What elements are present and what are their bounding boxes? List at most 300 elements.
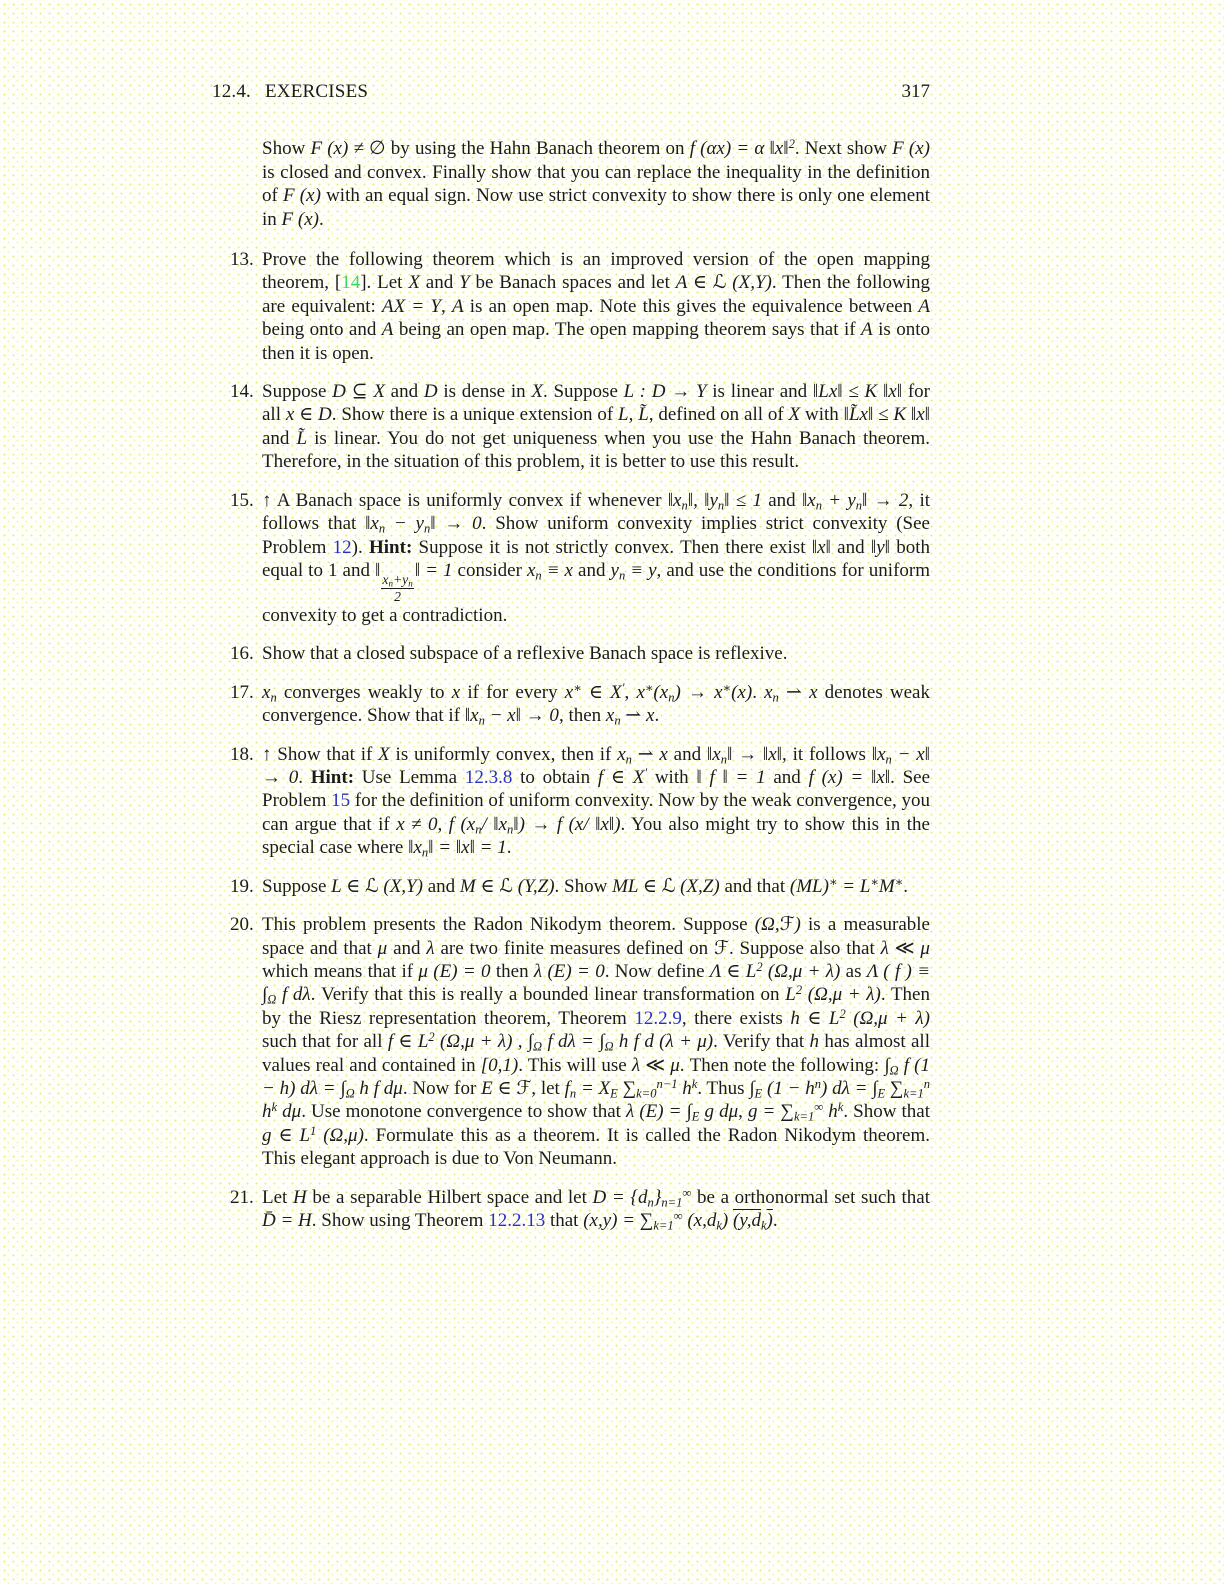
text-run: AX = Y: [382, 295, 441, 317]
text-run: ↑ Show that if: [262, 743, 379, 765]
exercise-item: [212, 489, 930, 628]
text-run: ML ∈ ℒ (X,Z): [612, 875, 720, 897]
text-run: [0,1): [480, 1054, 519, 1076]
text-run: ∞: [682, 1185, 692, 1200]
text-run: x: [605, 705, 615, 727]
text-run: for all: [262, 381, 930, 426]
text-run: ‖x: [408, 837, 422, 859]
text-run: n: [681, 498, 688, 513]
text-run: This problem presents the Radon Nikodym theorem. Suppose: [262, 914, 755, 936]
text-run: . Formulate this as a theorem. It is called the Radon Nikodym theorem. This elegant approach is due to Von Neumann.: [262, 1124, 930, 1170]
text-run: Ω: [604, 1039, 614, 1054]
text-run: . Then by the Riesz representation theorem, Theorem: [262, 984, 930, 1029]
text-run: F (x): [892, 138, 930, 160]
text-run: h: [823, 1101, 838, 1123]
text-run: ,: [441, 295, 452, 317]
text-run: (1 − h: [762, 1077, 815, 1099]
text-run: = L: [837, 875, 871, 897]
item-number: 19.: [230, 875, 254, 897]
text-run: Show: [262, 138, 311, 160]
text-run: (x,y) = ∑: [583, 1209, 654, 1231]
text-run: ‖x: [801, 489, 816, 511]
text-run: X: [378, 743, 390, 765]
text-run: Ω: [267, 992, 277, 1007]
text-run: n: [475, 822, 482, 837]
item-body: [262, 642, 930, 665]
text-run: ‖Lx‖ ≤ K ‖x‖: [812, 381, 903, 403]
text-run: x: [451, 681, 461, 703]
text-run: E: [610, 1086, 618, 1101]
text-run: L ∈ ℒ (X,Y): [331, 875, 423, 897]
item-body: [262, 380, 930, 474]
item-number: 14.: [230, 381, 254, 403]
text-run: M: [878, 875, 895, 897]
item-body: [262, 681, 930, 728]
text-run: is onto then it is open.: [262, 319, 930, 364]
text-run: and that: [719, 875, 790, 897]
text-run: n: [772, 690, 779, 705]
running-header: [212, 80, 930, 103]
text-run: . Show: [554, 875, 613, 897]
text-run: n: [270, 690, 277, 705]
text-run: n: [423, 521, 431, 536]
text-run: F (x) ≠ ∅: [310, 138, 386, 160]
text-run: consider: [452, 559, 527, 581]
text-run: ‖y‖: [870, 536, 890, 558]
text-column: [212, 80, 930, 1232]
text-run: Y: [459, 272, 470, 294]
text-run: μ: [377, 937, 388, 959]
text-run: . You also might try to show this in the special case where: [262, 813, 930, 859]
text-run: n: [814, 1076, 821, 1091]
text-run: .: [903, 875, 909, 897]
text-run: Show that a closed subspace of a reflexive Banach space is reflexive.: [262, 643, 788, 665]
text-run: 2: [788, 137, 795, 152]
item-number: 13.: [230, 249, 254, 271]
text-run: ,: [624, 681, 637, 703]
text-run: X: [408, 272, 420, 294]
text-run: ‖ ≤ 1: [724, 489, 762, 511]
text-run: such that for all: [262, 1031, 388, 1053]
page-number: 317: [901, 81, 930, 102]
text-run: Suppose it is not strictly convex. Then there exist: [412, 536, 812, 558]
text-run: n: [923, 1076, 931, 1091]
text-run: }: [653, 1186, 662, 1208]
text-run: n: [408, 578, 413, 589]
text-run: A: [918, 295, 931, 317]
text-run: h: [262, 1101, 272, 1123]
section-number: 12.4.: [212, 81, 251, 102]
text-run: E ∈ ℱ: [481, 1077, 532, 1099]
text-run: ‖x: [667, 489, 682, 511]
text-run: k=1: [793, 1109, 815, 1124]
text-run: k=1: [903, 1086, 924, 1101]
text-run: ,: [628, 404, 639, 426]
text-run: ⇀ x: [778, 681, 818, 703]
text-run: n: [569, 1086, 577, 1101]
text-run: X: [531, 381, 543, 403]
text-run: n: [647, 1195, 654, 1210]
text-run: ′: [644, 766, 648, 781]
text-run: .: [654, 705, 660, 727]
text-run: Use Lemma: [354, 767, 465, 789]
text-run: ‖x: [365, 513, 379, 535]
text-run: ,: [738, 1101, 748, 1123]
text-run: Suppose: [262, 875, 332, 897]
text-run: ‖ = 1: [414, 559, 453, 581]
text-run: y: [610, 559, 619, 581]
text-run: n: [668, 690, 675, 705]
text-run: and: [761, 489, 802, 511]
text-run: 1: [310, 1123, 317, 1138]
text-run: Ω: [345, 1086, 355, 1101]
text-run: h f dμ: [354, 1077, 403, 1099]
text-run: ‖ f ‖ = 1: [696, 767, 766, 789]
text-run: ): [721, 1209, 733, 1231]
text-run: n: [815, 498, 822, 513]
text-run: if for every: [460, 681, 565, 703]
text-run: ∑: [617, 1077, 637, 1099]
text-run: ∗: [644, 680, 654, 695]
text-run: being an open map. The open mapping theorem says that if: [393, 319, 862, 341]
text-run: k=1: [653, 1218, 674, 1233]
text-run: f (1 − h) dλ = ∫: [262, 1054, 930, 1099]
text-run: k: [837, 1100, 844, 1115]
text-run: f (αx) = α ‖x‖: [689, 138, 789, 160]
text-run: . Then the following are equivalent:: [262, 272, 931, 317]
fraction: [381, 572, 413, 604]
text-run: 2: [839, 1006, 846, 1021]
text-run: ‖ → 0: [430, 513, 482, 535]
section-heading: [212, 80, 368, 103]
text-run: . Show uniform convexity implies strict convexity (See Problem: [262, 513, 930, 558]
text-run: Prove the following theorem which is an improved version of the open mapping theorem, [: [262, 249, 930, 294]
text-run: ∞: [814, 1100, 824, 1115]
text-run: as: [840, 960, 867, 982]
text-run: h: [809, 1031, 819, 1053]
text-run: f ∈ X: [597, 767, 645, 789]
text-run: x: [636, 681, 645, 703]
text-run: Λ ( f ) ≡ ∫: [262, 960, 931, 1006]
text-run: be a orthonormal set such that: [691, 1186, 931, 1208]
text-run: Suppose: [262, 381, 333, 403]
text-run: λ: [426, 937, 435, 959]
text-run: ): [766, 1209, 773, 1231]
text-run: E: [877, 1086, 886, 1101]
text-run: and: [262, 427, 297, 449]
text-run: with an equal sign. Now use strict convexity to show there is only one element in: [262, 185, 931, 230]
text-run: g = ∑: [747, 1101, 794, 1123]
text-run: , let: [531, 1077, 565, 1099]
text-run: ≡ x: [541, 559, 573, 581]
text-run: − x‖ → 0: [484, 705, 559, 727]
text-run: F (x): [281, 208, 319, 230]
text-run: ∫: [884, 1054, 890, 1076]
text-run: f dλ: [276, 984, 311, 1006]
exercise-item: [212, 1186, 930, 1233]
text-run: n: [625, 752, 632, 767]
text-run: , and use the conditions for uniform convexity to get a contradiction.: [262, 559, 930, 627]
text-run: λ (E) = 0: [533, 960, 605, 982]
exercise-item: [212, 681, 930, 728]
text-run: L: [785, 984, 796, 1006]
text-run: . Now define: [604, 960, 710, 982]
text-run: ↑ A Banach space is uniformly convex if whenever: [262, 489, 668, 511]
text-run: , it follows that: [262, 489, 930, 535]
text-run: for the definition of uniform convexity. Now by the weak convergence, you can argue that if: [262, 790, 931, 835]
item-body: [262, 1186, 930, 1233]
text-run: E: [754, 1086, 763, 1101]
text-run: , there exists: [681, 1007, 791, 1029]
text-run: denotes weak convergence. Show that if: [262, 681, 930, 727]
text-run: H: [292, 1186, 307, 1208]
item-body: [262, 875, 930, 898]
text-run: A: [381, 319, 394, 341]
text-run: . Show that: [843, 1101, 931, 1123]
item-body: [262, 248, 930, 365]
text-run: being onto and: [262, 319, 382, 341]
text-run: converges weakly to: [276, 681, 452, 703]
text-run: D̄ = H: [262, 1209, 312, 1231]
text-run: that: [545, 1209, 584, 1231]
text-run: x: [564, 681, 574, 703]
hint-label: Hint:: [369, 536, 413, 558]
text-run: ‖x: [706, 743, 721, 765]
text-run: is uniformly convex, then if: [389, 743, 618, 765]
text-run: with: [800, 404, 844, 426]
text-run: h: [677, 1077, 692, 1099]
text-run: .: [318, 208, 324, 230]
item-body: [262, 743, 930, 860]
text-run: and: [387, 937, 427, 959]
text-run: n: [885, 752, 892, 767]
text-run: x ≠ 0: [396, 813, 438, 835]
text-run: and: [572, 559, 611, 581]
text-run: n=1: [661, 1195, 683, 1210]
text-run: f: [564, 1077, 570, 1099]
text-run: ‖x‖: [811, 536, 831, 558]
text-run: , then: [558, 705, 606, 727]
text-run: n: [618, 568, 626, 583]
text-run: ‖x: [871, 743, 886, 765]
cross-reference-link[interactable]: 12: [332, 536, 352, 558]
cross-reference-link[interactable]: 14: [341, 272, 361, 294]
text-run: ,: [437, 813, 449, 835]
intro-paragraph: [212, 137, 930, 231]
text-run: ℱ: [714, 937, 729, 959]
text-run: ⇀ x: [631, 743, 668, 765]
text-run: . Next show: [794, 138, 893, 160]
text-run: (y,d: [733, 1209, 761, 1231]
text-run: A ∈ ℒ (X,Y): [675, 272, 772, 294]
text-run: ‖L̃x‖ ≤ K ‖x‖: [843, 404, 931, 426]
text-run: M ∈ ℒ (Y,Z): [459, 875, 555, 897]
text-run: f ∈ L: [387, 1031, 429, 1053]
section-title: EXERCISES: [265, 81, 369, 102]
text-run: ∗: [573, 680, 582, 695]
cross-reference-link[interactable]: 15: [331, 790, 351, 812]
text-run: x: [262, 681, 271, 703]
text-run: to obtain: [512, 767, 598, 789]
text-run: L̃: [638, 404, 649, 426]
text-run: .: [506, 837, 512, 859]
text-run: k: [760, 1218, 767, 1233]
text-run: , it follows: [782, 743, 872, 765]
text-run: n: [421, 845, 429, 860]
text-run: ]. Let: [360, 272, 409, 294]
text-run: n: [720, 752, 727, 767]
text-run: .: [752, 681, 765, 703]
exercise-item: [212, 743, 930, 860]
text-run: . Suppose: [542, 381, 624, 403]
text-run: . Now for: [402, 1077, 482, 1099]
text-run: Λ ∈ L: [709, 960, 757, 982]
text-run: F (x): [283, 185, 321, 207]
text-run: dμ: [277, 1101, 302, 1123]
text-run: (Ω,μ + λ): [845, 1007, 930, 1029]
text-run: n: [717, 498, 725, 513]
exercise-item: [212, 642, 930, 665]
text-run: x ∈ D: [285, 404, 332, 426]
text-run: f (x: [448, 813, 476, 835]
text-run: . Verify that this is really a bounded linear transformation on: [310, 984, 786, 1006]
text-run: 2: [428, 1030, 435, 1045]
text-run: (x): [731, 681, 753, 703]
text-run: be a separable Hilbert space and let: [306, 1186, 593, 1208]
text-run: Ω: [889, 1063, 899, 1078]
text-run: (x: [653, 681, 669, 703]
text-run: 2: [795, 983, 803, 998]
text-run: ⇀ x: [620, 705, 655, 727]
text-run: ≡ y: [625, 559, 657, 581]
text-run: .: [298, 767, 311, 789]
text-run: ∑: [885, 1077, 904, 1099]
text-run: n: [478, 713, 485, 728]
text-run: . See Problem: [262, 767, 931, 812]
text-run: ∈ X: [581, 681, 622, 703]
item-number: 20.: [230, 914, 254, 936]
text-run: and: [384, 381, 424, 403]
text-run: is linear. You do not get uniqueness when you use the Hahn Banach theorem. Therefore, in the situation of this problem, it is better to use this result.: [262, 427, 930, 473]
exercise-item: [212, 380, 930, 474]
text-run: and: [667, 743, 707, 765]
text-run: is an open map. Note this gives the equivalence between: [463, 295, 919, 317]
cross-reference-link[interactable]: 12.2.9: [634, 1007, 682, 1029]
text-run: has almost all values real and contained in: [262, 1031, 930, 1076]
text-run: n: [855, 498, 863, 513]
text-run: and: [422, 875, 460, 897]
text-run: f dλ = ∫: [542, 1031, 605, 1053]
item-number: 15.: [230, 489, 254, 511]
text-run: h f d (λ + μ): [613, 1031, 714, 1053]
text-run: ) → x: [674, 681, 723, 703]
text-run: ‖ = ‖x‖ = 1: [428, 837, 507, 859]
text-run: . This will use: [518, 1054, 632, 1076]
text-run: ∗: [828, 874, 838, 889]
text-run: ∗: [870, 874, 879, 889]
text-run: ).: [351, 536, 369, 558]
text-run: f (x) = ‖x‖: [808, 767, 891, 789]
text-run: ∞: [673, 1208, 683, 1223]
text-run: Ω: [533, 1039, 543, 1054]
exercise-item: [212, 875, 930, 898]
text-run: then: [490, 960, 534, 982]
text-run: ) dλ = ∫: [821, 1077, 878, 1099]
text-run: is a measurable space and that: [262, 914, 930, 959]
cross-reference-link[interactable]: 12.3.8: [464, 767, 513, 789]
text-run: ∫: [749, 1077, 755, 1099]
text-run: is dense in: [437, 381, 532, 403]
text-run: , defined on all of: [648, 404, 789, 426]
text-run: / ‖x: [481, 813, 507, 835]
exercise-item: [212, 248, 930, 365]
text-run: is linear and: [706, 381, 813, 403]
text-run: λ ≪ μ: [631, 1054, 680, 1076]
text-run: ‖ → 2: [862, 489, 909, 511]
text-run: ∗: [722, 680, 732, 695]
text-run: x: [526, 559, 536, 581]
text-run: A: [861, 319, 873, 341]
text-run: 2: [394, 588, 401, 604]
text-run: n: [388, 578, 393, 589]
text-run: n: [507, 822, 514, 837]
text-run: k=0: [636, 1086, 657, 1101]
text-run: ′: [621, 680, 625, 695]
hint-label: Hint:: [310, 767, 355, 789]
text-run: = X: [576, 1077, 611, 1099]
text-run: ‖x: [464, 705, 479, 727]
text-run: λ ≪ μ: [880, 937, 930, 959]
text-run: E: [691, 1109, 700, 1124]
text-run: L : D → Y: [623, 381, 707, 403]
text-run: g ∈ L: [262, 1124, 311, 1146]
text-run: D = {d: [592, 1186, 648, 1208]
item-number: 21.: [230, 1186, 254, 1208]
text-run: (Ω,μ): [316, 1124, 364, 1146]
item-body: [262, 489, 930, 628]
text-run: ∗: [894, 874, 904, 889]
text-run: n: [378, 521, 386, 536]
exercise-list: [212, 248, 930, 1232]
text-run: ‖) → f (x/ ‖x‖): [513, 813, 621, 835]
text-run: be Banach spaces and let: [469, 272, 676, 294]
text-run: D: [423, 381, 438, 403]
text-run: (Ω,ℱ): [754, 914, 801, 936]
text-run: n−1: [656, 1076, 678, 1091]
text-run: ‖ → ‖x‖: [726, 743, 783, 765]
text-run: and: [830, 536, 871, 558]
text-run: L: [618, 404, 629, 426]
item-number: 18.: [230, 743, 254, 765]
text-run: k: [691, 1076, 698, 1091]
text-run: X: [788, 404, 801, 426]
text-run: 2: [756, 959, 763, 974]
text-run: λ (E) = ∫: [626, 1101, 692, 1123]
text-run: . Show using Theorem: [311, 1209, 489, 1231]
text-run: D ⊆ X: [332, 381, 385, 403]
text-run: x: [764, 681, 773, 703]
text-run: (Ω,μ + λ): [762, 960, 841, 982]
cross-reference-link[interactable]: 12.2.13: [488, 1209, 546, 1231]
text-run: (ML): [789, 875, 829, 897]
text-run: − x‖ → 0: [262, 743, 931, 789]
text-run: (x,d: [682, 1209, 717, 1231]
text-run: − y: [385, 513, 424, 535]
text-run: is closed and convex. Finally show that you can replace the inequality in the definition of: [262, 161, 930, 207]
text-run: h ∈ L: [790, 1007, 840, 1029]
text-run: A: [451, 295, 464, 317]
text-run: g dμ: [699, 1101, 739, 1123]
